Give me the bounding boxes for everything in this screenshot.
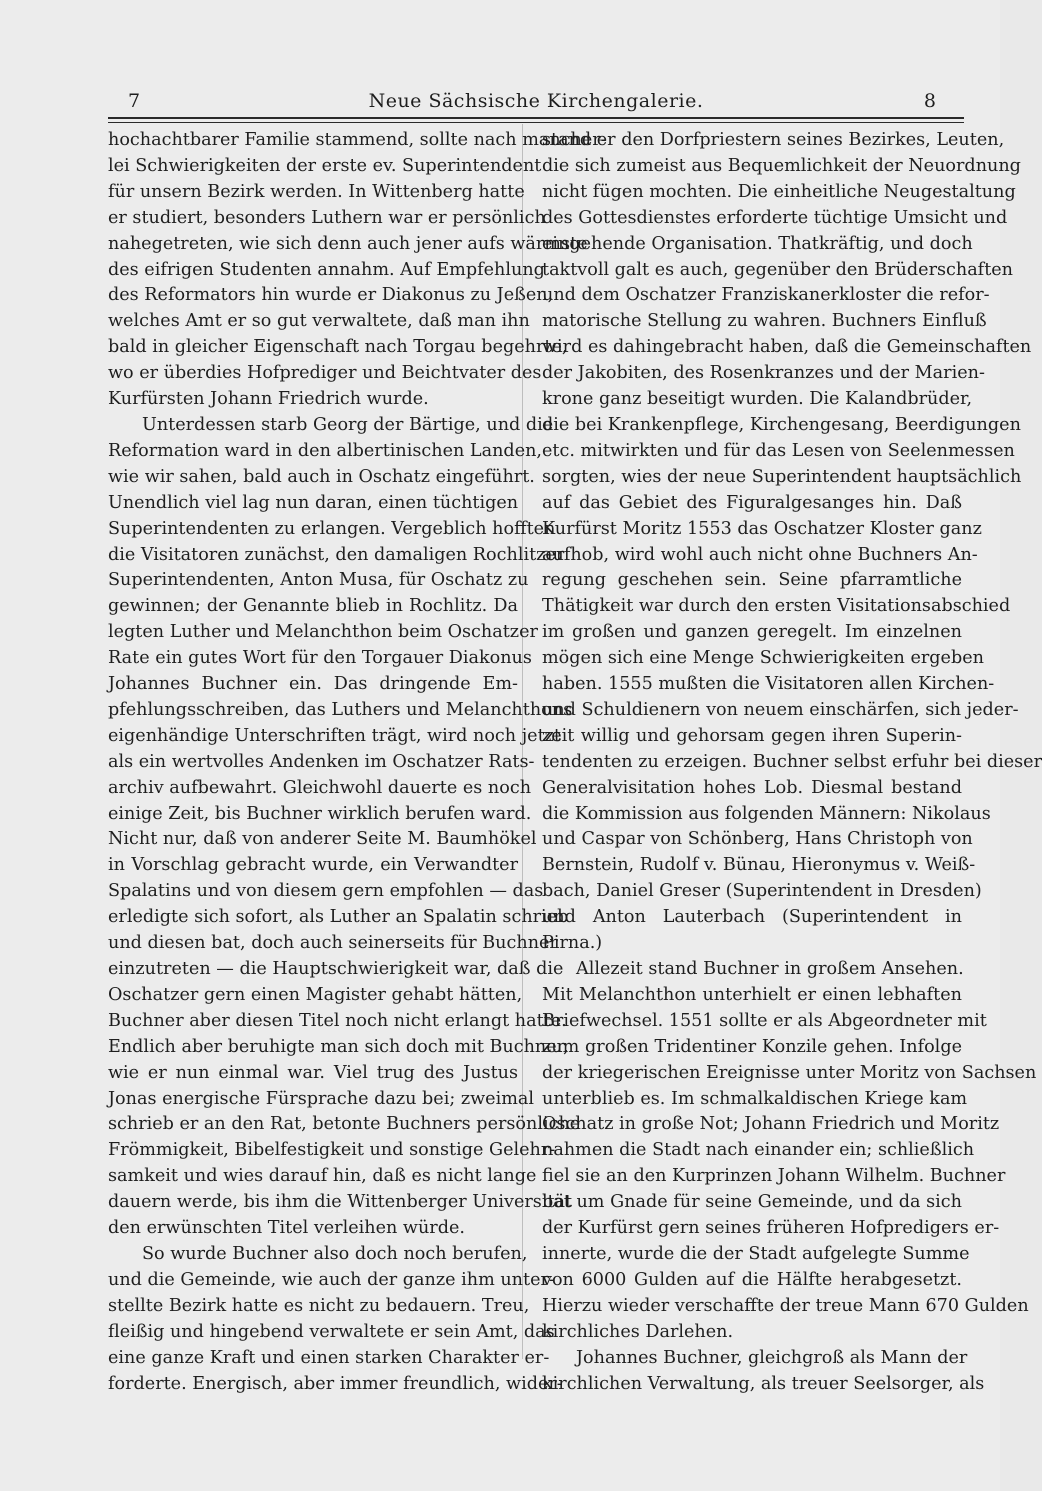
text-line: von 6000 Gulden auf die Hälfte herabgesetzt.: [542, 1269, 962, 1290]
text-line: der kriegerischen Ereignisse unter Moritz von Sachsen: [542, 1062, 1037, 1083]
text-line: die bei Krankenpflege, Kirchengesang, Beerdigungen: [542, 414, 1021, 435]
text-line: Endlich aber beruhigte man sich doch mit Buchner,: [108, 1036, 569, 1057]
text-line: Unterdessen starb Georg der Bärtige, und die: [142, 414, 554, 435]
text-line: kirchlichen Verwaltung, als treuer Seelsorger, als: [542, 1373, 985, 1394]
publication-title: Neue Sächsische Kirchengalerie.: [368, 90, 704, 112]
text-line: sorgten, wies der neue Superintendent hauptsächlich: [542, 466, 1022, 487]
text-line: und dem Oschatzer Franziskanerkloster die refor-: [542, 285, 990, 306]
text-line: für unsern Bezirk werden. In Wittenberg hatte: [108, 181, 525, 202]
right-text-column: [542, 128, 1042, 1397]
text-line: Buchner aber diesen Titel noch nicht erlangt hatte.: [108, 1010, 567, 1031]
text-line: taktvoll galt es auch, gegenüber den Brüderschaften: [542, 259, 1014, 280]
text-line: bat um Gnade für seine Gemeinde, und da sich: [542, 1192, 962, 1213]
text-line: welches Amt er so gut verwaltete, daß man ihn: [108, 311, 530, 332]
text-line: Kurfürst Moritz 1553 das Oschatzer Kloster ganz: [542, 518, 982, 539]
text-line: den erwünschten Titel verleihen würde.: [108, 1218, 465, 1239]
text-line: der Kurfürst gern seines früheren Hofpredigers er-: [542, 1218, 1000, 1239]
text-line: hochachtbarer Familie stammend, sollte nach mancher-: [108, 130, 607, 150]
text-line: Johannes Buchner ein. Das dringende Em-: [108, 674, 518, 695]
text-line: schrieb er an den Rat, betonte Buchners persönliche: [108, 1114, 581, 1135]
text-line: etc. mitwirkten und für das Lesen von Seelenmessen: [542, 440, 1015, 461]
running-header: [108, 86, 964, 116]
text-line: innerte, wurde die der Stadt aufgelegte Summe: [542, 1243, 970, 1264]
text-line: gewinnen; der Genannte blieb in Rochlitz. Da: [108, 596, 518, 617]
text-line: der Jakobiten, des Rosenkranzes und der Marien-: [542, 363, 985, 384]
text-line: fiel sie an den Kurprinzen Johann Wilhelm. Buchner: [542, 1166, 1006, 1187]
text-line: legten Luther und Melanchthon beim Oschatzer: [108, 622, 538, 643]
text-line: einzutreten — die Hauptschwierigkeit war, daß die: [108, 959, 564, 979]
text-line: und Anton Lauterbach (Superintendent in: [542, 907, 962, 928]
text-line: Frömmigkeit, Bibelfestigkeit und sonstige Gelehr-: [108, 1140, 556, 1161]
text-line: Superintendenten, Anton Musa, für Oschatz zu: [108, 570, 529, 591]
text-line: Mit Melanchthon unterhielt er einen lebhaften: [542, 984, 962, 1005]
text-line: Thätigkeit war durch den ersten Visitationsabschied: [542, 596, 1011, 617]
text-line: des eifrigen Studenten annahm. Auf Empfehlung: [108, 259, 545, 280]
text-line: die Kommission aus folgenden Männern: Nikolaus: [542, 803, 991, 824]
text-line: Pirna.): [542, 933, 603, 954]
text-line: Spalatins und von diesem gern empfohlen — das: [108, 881, 544, 902]
text-line: kirchliches Darlehen.: [542, 1321, 734, 1342]
text-line: er studiert, besonders Luthern war er persönlich: [108, 207, 546, 228]
text-line: des Reformators hin wurde er Diakonus zu Jeßen,: [108, 285, 554, 306]
text-line: pfehlungsschreiben, das Luthers und Melanchthons: [108, 699, 573, 720]
text-line: nahegetreten, wie sich denn auch jener aufs wärmste: [108, 233, 588, 254]
text-line: und diesen bat, doch auch seinerseits für Buchner: [108, 933, 558, 954]
text-line: haben. 1555 mußten die Visitatoren allen Kirchen-: [542, 674, 995, 695]
header-rule-thick: [108, 117, 964, 119]
text-line: eine ganze Kraft und einen starken Charakter er-: [108, 1347, 550, 1368]
text-line: aufhob, wird wohl auch nicht ohne Buchners An-: [542, 544, 978, 565]
text-line: wo er überdies Hofprediger und Beichtvater des: [108, 363, 542, 384]
text-line: auf das Gebiet des Figuralgesanges hin. Daß: [542, 492, 962, 513]
text-line: krone ganz beseitigt wurden. Die Kalandbrüder,: [542, 389, 973, 410]
text-line: Nicht nur, daß von anderer Seite M. Baumhökel: [108, 829, 537, 850]
text-line: tendenten zu erzeigen. Buchner selbst erfuhr bei dieser: [542, 751, 1042, 772]
text-line: Jonas energische Fürsprache dazu bei; zweimal: [108, 1088, 535, 1109]
text-line: nahmen die Stadt nach einander ein; schließlich: [542, 1140, 975, 1161]
text-line: erledigte sich sofort, als Luther an Spalatin schrieb: [108, 907, 569, 928]
text-line: So wurde Buchner also doch noch berufen,: [142, 1243, 528, 1264]
page-number-left: 7: [128, 90, 141, 112]
text-line: fleißig und hingebend verwaltete er sein Amt, das: [108, 1321, 555, 1342]
text-line: bald in gleicher Eigenschaft nach Torgau begehrte,: [108, 337, 568, 358]
text-line: nicht fügen mochten. Die einheitliche Neugestaltung: [542, 181, 1016, 202]
text-line: im großen und ganzen geregelt. Im einzelnen: [542, 622, 962, 643]
text-line: bach, Daniel Greser (Superintendent in Dresden): [542, 881, 982, 902]
text-line: zeit willig und gehorsam gegen ihren Superin-: [542, 725, 962, 746]
text-line: Superintendenten zu erlangen. Vergeblich hofften: [108, 518, 556, 539]
text-line: eingehende Organisation. Thatkräftig, und doch: [542, 233, 973, 254]
text-line: die sich zumeist aus Bequemlichkeit der Neuordnung: [542, 155, 1021, 176]
text-line: und Schuldienern von neuem einschärfen, sich jeder-: [542, 699, 1019, 720]
text-line: und Caspar von Schönberg, Hans Christoph von: [542, 829, 973, 850]
text-line: Reformation ward in den albertinischen Landen,: [108, 440, 543, 461]
text-line: stand er den Dorfpriestern seines Bezirkes, Leuten,: [542, 130, 1005, 150]
text-line: unterblieb es. Im schmalkaldischen Kriege kam: [542, 1088, 968, 1109]
text-line: zum großen Tridentiner Konzile gehen. Infolge: [542, 1036, 962, 1057]
text-line: Allezeit stand Buchner in großem Ansehen.: [576, 959, 964, 979]
text-line: Hierzu wieder verschaffte der treue Mann 670 Gulden: [542, 1295, 1029, 1316]
text-line: matorische Stellung zu wahren. Buchners Einfluß: [542, 311, 987, 332]
text-line: wird es dahingebracht haben, daß die Gemeinschaften: [542, 337, 1032, 358]
text-line: Oschatzer gern einen Magister gehabt hätten,: [108, 984, 523, 1005]
text-line: Unendlich viel lag nun daran, einen tüchtigen: [108, 492, 519, 513]
text-line: einige Zeit, bis Buchner wirklich berufen ward.: [108, 803, 532, 824]
text-line: forderte. Energisch, aber immer freundlich, wider-: [108, 1373, 563, 1394]
text-line: dauern werde, bis ihm die Wittenberger Universität: [108, 1192, 573, 1213]
text-line: Rate ein gutes Wort für den Torgauer Diakonus: [108, 648, 532, 669]
text-line: lei Schwierigkeiten der erste ev. Superintendent: [108, 155, 542, 176]
text-line: des Gottesdienstes erforderte tüchtige Umsicht und: [542, 207, 1008, 228]
text-line: in Vorschlag gebracht wurde, ein Verwandter: [108, 855, 518, 876]
text-line: mögen sich eine Menge Schwierigkeiten ergeben: [542, 648, 984, 669]
text-line: regung geschehen sein. Seine pfarramtliche: [542, 570, 962, 591]
text-line: Generalvisitation hohes Lob. Diesmal bestand: [542, 777, 962, 798]
text-line: stellte Bezirk hatte es nicht zu bedauern. Treu,: [108, 1295, 530, 1316]
text-line: als ein wertvolles Andenken im Oschatzer Rats-: [108, 751, 535, 772]
text-line: archiv aufbewahrt. Gleichwohl dauerte es noch: [108, 777, 532, 798]
text-line: Kurfürsten Johann Friedrich wurde.: [108, 389, 429, 410]
text-line: eigenhändige Unterschriften trägt, wird noch jetzt: [108, 725, 561, 746]
text-line: und die Gemeinde, wie auch der ganze ihm unter-: [108, 1269, 555, 1290]
text-line: wie er nun einmal war. Viel trug des Justus: [108, 1062, 518, 1083]
text-line: Johannes Buchner, gleichgroß als Mann der: [576, 1347, 968, 1368]
text-line: Briefwechsel. 1551 sollte er als Abgeordneter mit: [542, 1010, 987, 1031]
text-line: die Visitatoren zunächst, den damaligen Rochlitzer: [108, 544, 565, 565]
text-line: wie wir sahen, bald auch in Oschatz eingeführt.: [108, 466, 535, 487]
text-line: samkeit und wies darauf hin, daß es nicht lange: [108, 1166, 537, 1187]
text-line: Oschatz in große Not; Johann Friedrich und Moritz: [542, 1114, 1000, 1135]
header-rule-thin: [108, 122, 964, 123]
text-line: Bernstein, Rudolf v. Bünau, Hieronymus v. Weiß-: [542, 855, 976, 876]
page-number-right: 8: [923, 90, 936, 112]
